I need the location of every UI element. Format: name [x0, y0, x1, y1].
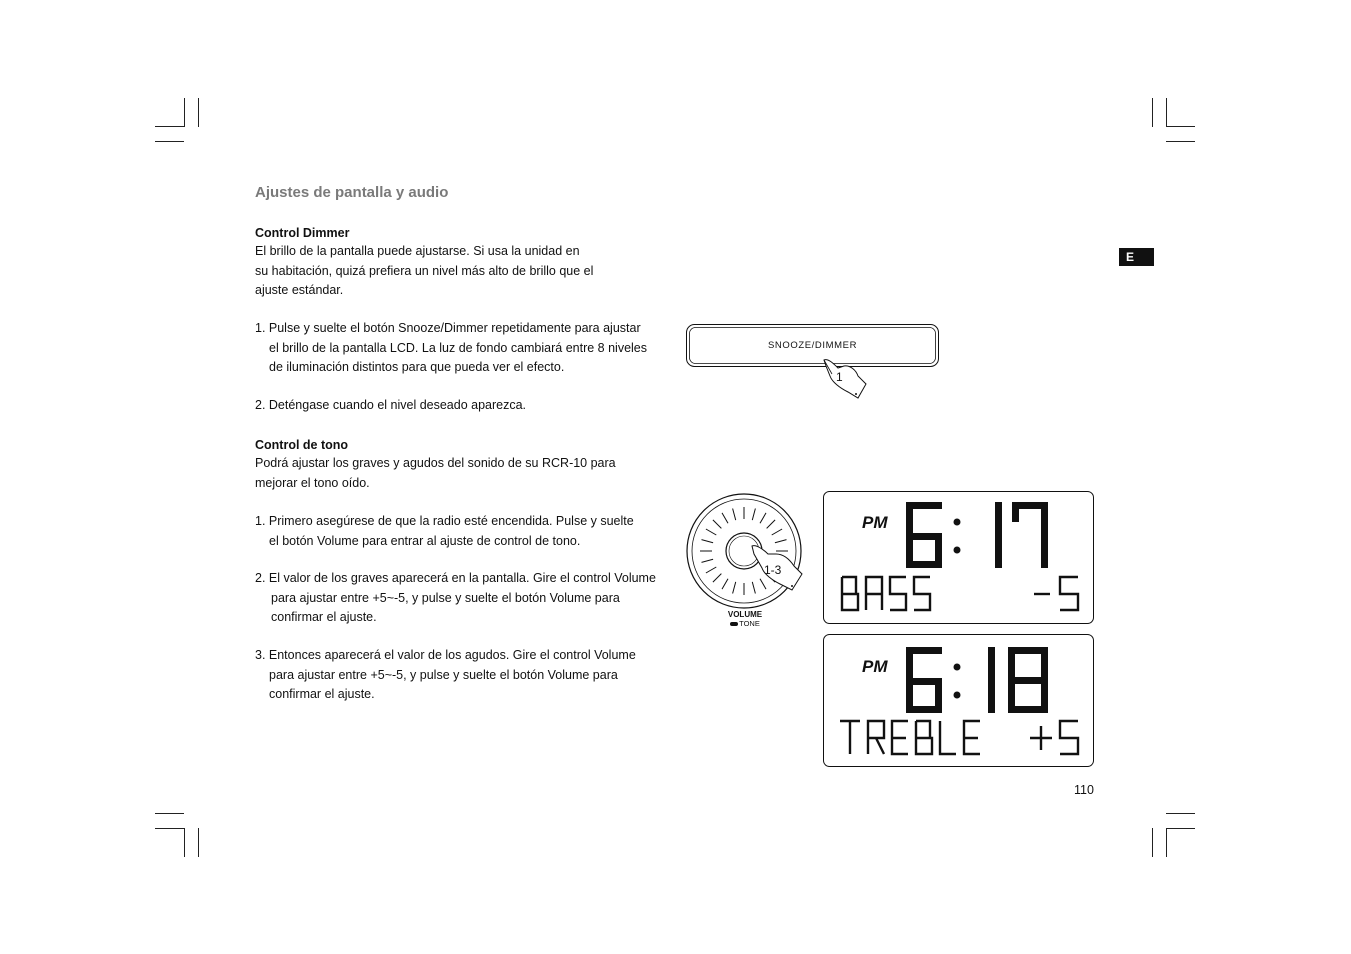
tone-intro — [255, 454, 616, 493]
lcd2-time-digits — [902, 645, 1052, 717]
lcd1-ampm: PM — [862, 513, 888, 532]
tone-intro-line: mejorar el tono oído. — [255, 475, 370, 490]
dimmer-intro-line: ajuste estándar. — [255, 283, 344, 297]
section-title: Ajustes de pantalla y audio — [255, 184, 449, 201]
dimmer-step-1-line: 1. Pulse y suelte el botón Snooze/Dimmer repetidamente para ajustar — [255, 321, 641, 335]
snooze-dimmer-label: SNOOZE/DIMMER — [767, 340, 858, 351]
page-number: 110 — [1074, 783, 1094, 797]
tone-step-1 — [255, 512, 634, 551]
pointing-hand-icon — [818, 356, 874, 402]
dimmer-step-1 — [255, 319, 647, 378]
dimmer-step-2: 2. Deténgase cuando el nivel deseado aparezca. — [255, 398, 527, 412]
tone-step-3-line: 3. Entonces aparecerá el valor de los agudos. Gire el control Volume — [255, 648, 636, 662]
lcd2-time — [902, 645, 1052, 717]
dimmer-intro — [255, 242, 593, 301]
tone-step-1-line: 1. Primero asegúrese de que la radio esté encendida. Pulse y suelte — [255, 514, 634, 528]
language-tab: E — [1119, 248, 1154, 266]
lcd1-time — [902, 500, 1052, 572]
volume-label: VOLUME — [727, 610, 763, 619]
tone-step-2-line: 2. El valor de los graves aparecerá en la pantalla. Gire el control Volume — [255, 571, 656, 585]
dimmer-step-1-line: el brillo de la pantalla LCD. La luz de fondo cambiará entre 8 niveles — [269, 340, 648, 355]
dimmer-intro-line: su habitación, quizá prefiera un nivel más alto de brillo que el — [255, 263, 594, 278]
dimmer-intro-line: El brillo de la pantalla puede ajustarse. Si usa la unidad en — [255, 244, 580, 258]
tone-heading: Control de tono — [255, 438, 349, 452]
tone-step-3 — [255, 646, 636, 705]
tone-step-2-line: para ajustar entre +5~-5, y pulse y suelte el botón Volume para — [271, 590, 620, 605]
tone-intro-line: Podrá ajustar los graves y agudos del sonido de su RCR-10 para — [255, 456, 616, 470]
tone-step-2 — [255, 569, 656, 628]
lcd1-time-digits — [902, 500, 1052, 572]
lcd2-text-row — [838, 718, 1088, 758]
tone-step-2-line: confirmar el ajuste. — [271, 610, 377, 624]
tone-step-3-line: confirmar el ajuste. — [269, 687, 375, 701]
dimmer-heading: Control Dimmer — [255, 226, 350, 240]
snooze-step-number: 1 — [836, 370, 843, 384]
lcd1-text-row — [838, 574, 1088, 614]
tone-sublabel-text: TONE — [739, 619, 760, 628]
tone-indicator-icon — [730, 622, 738, 626]
dimmer-step-1-line: de iluminación distintos para que pueda ver el efecto. — [269, 360, 565, 374]
tone-step-3-line: para ajustar entre +5~-5, y pulse y suelte el botón Volume para — [269, 667, 618, 682]
tone-step-1-line: el botón Volume para entrar al ajuste de control de tono. — [269, 533, 581, 548]
lcd2-ampm: PM — [862, 657, 888, 676]
tone-sublabel — [712, 619, 778, 628]
knob-step-number: 1-3 — [764, 563, 782, 577]
